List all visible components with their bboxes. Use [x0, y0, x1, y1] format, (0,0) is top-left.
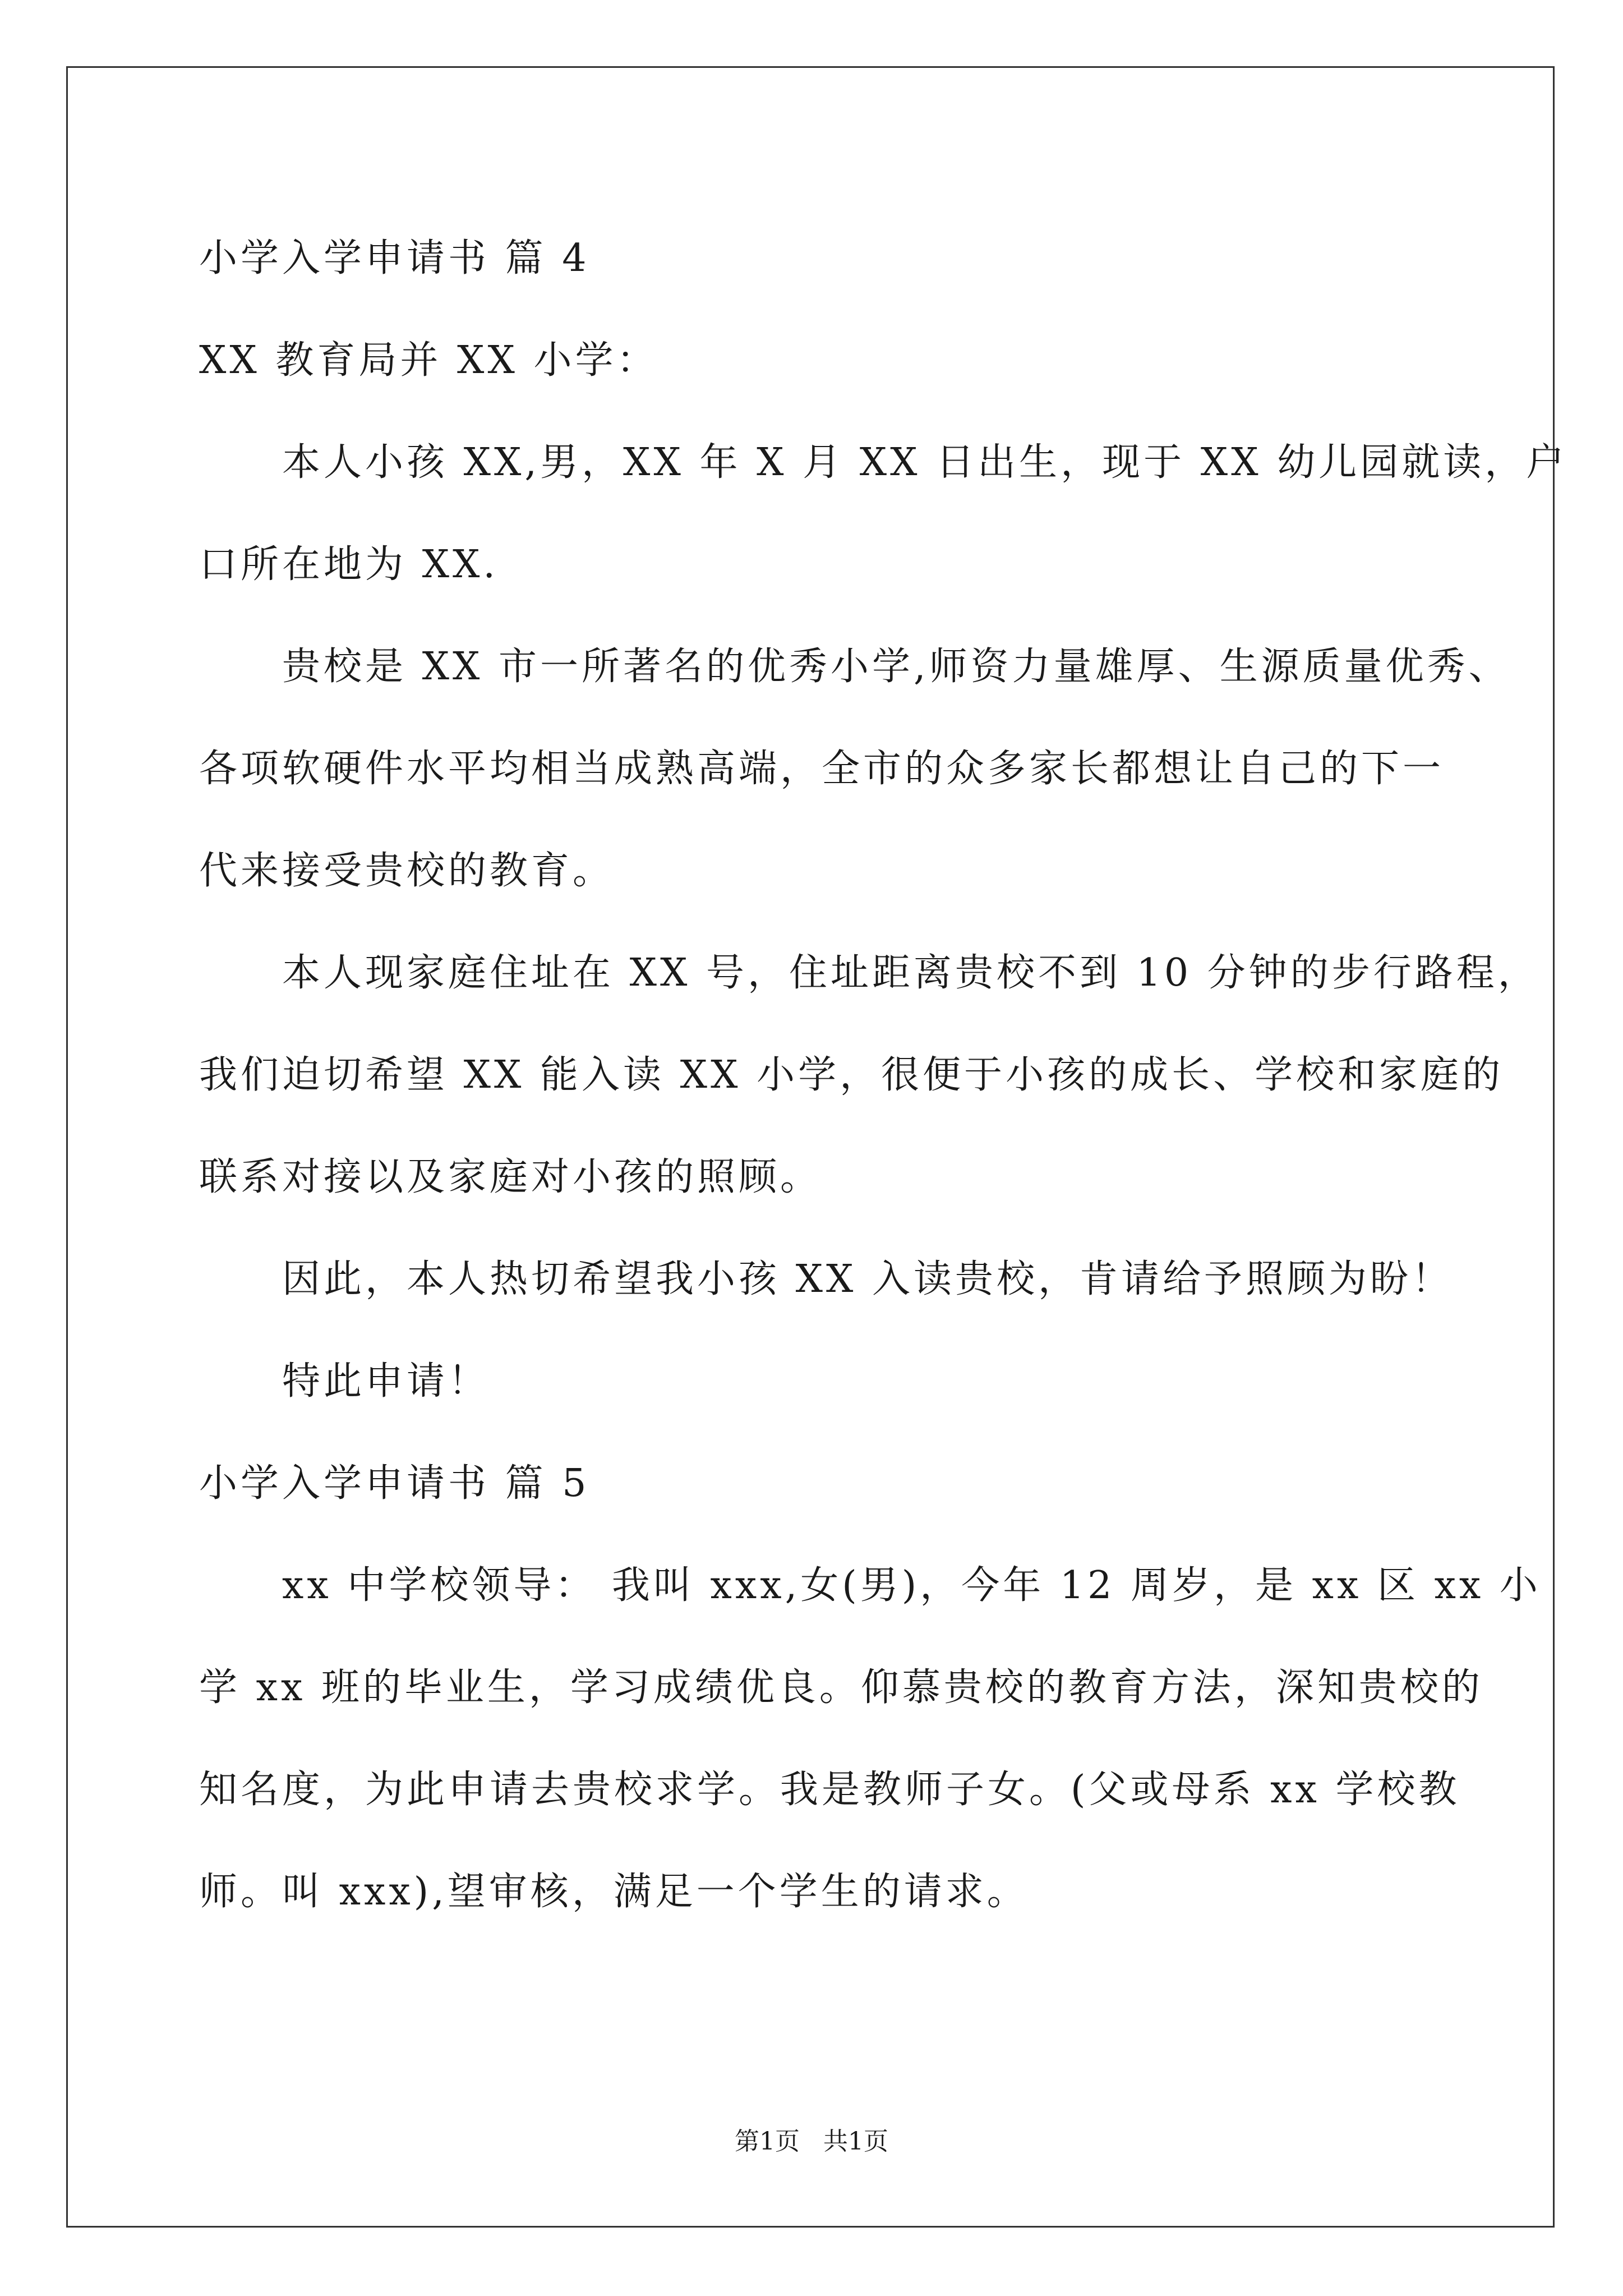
paragraph-line: 因此，本人热切希望我小孩 XX 入读贵校，肯请给予照顾为盼！ [282, 1257, 1454, 1301]
paragraph-line: 知名度，为此申请去贵校求学。我是教师子女。(父或母系 xx 学校教 [199, 1768, 1460, 1812]
section-heading-5: 小学入学申请书 篇 5 [199, 1461, 590, 1506]
paragraph-line: 代来接受贵校的教育。 [199, 849, 615, 893]
paragraph-line: 学 xx 班的毕业生，学习成绩优良。仰慕贵校的教育方法，深知贵校的 [199, 1665, 1483, 1710]
section-heading-4: 小学入学申请书 篇 4 [199, 236, 590, 280]
paragraph-line: 师。叫 xxx),望审核，满足一个学生的请求。 [199, 1870, 1029, 1914]
paragraph-line: 本人小孩 XX,男，XX 年 X 月 XX 日出生，现于 XX 幼儿园就读，户 [282, 440, 1568, 485]
paragraph-line: 贵校是 XX 市一所著名的优秀小学,师资力量雄厚、生源质量优秀、 [282, 645, 1510, 689]
paragraph-line: 本人现家庭住址在 XX 号，住址距离贵校不到 10 分钟的步行路程， [282, 951, 1539, 995]
paragraph-line: xx 中学校领导： 我叫 xxx,女(男)，今年 12 周岁，是 xx 区 xx 小 [282, 1563, 1541, 1608]
salutation: XX 教育局并 XX 小学： [199, 338, 658, 383]
paragraph-line: 我们迫切希望 XX 能入读 XX 小学，很便于小孩的成长、学校和家庭的 [199, 1053, 1504, 1097]
paragraph-line: 联系对接以及家庭对小孩的照顾。 [199, 1155, 822, 1199]
paragraph-line: 口所在地为 XX. [199, 542, 499, 587]
document-body [199, 208, 1568, 1943]
closing-line: 特此申请！ [282, 1359, 490, 1404]
page-number-footer: 第1页 共1页 [735, 2127, 888, 2156]
paragraph-line: 各项软硬件水平均相当成熟高端，全市的众多家长都想让自己的下一 [199, 747, 1445, 791]
